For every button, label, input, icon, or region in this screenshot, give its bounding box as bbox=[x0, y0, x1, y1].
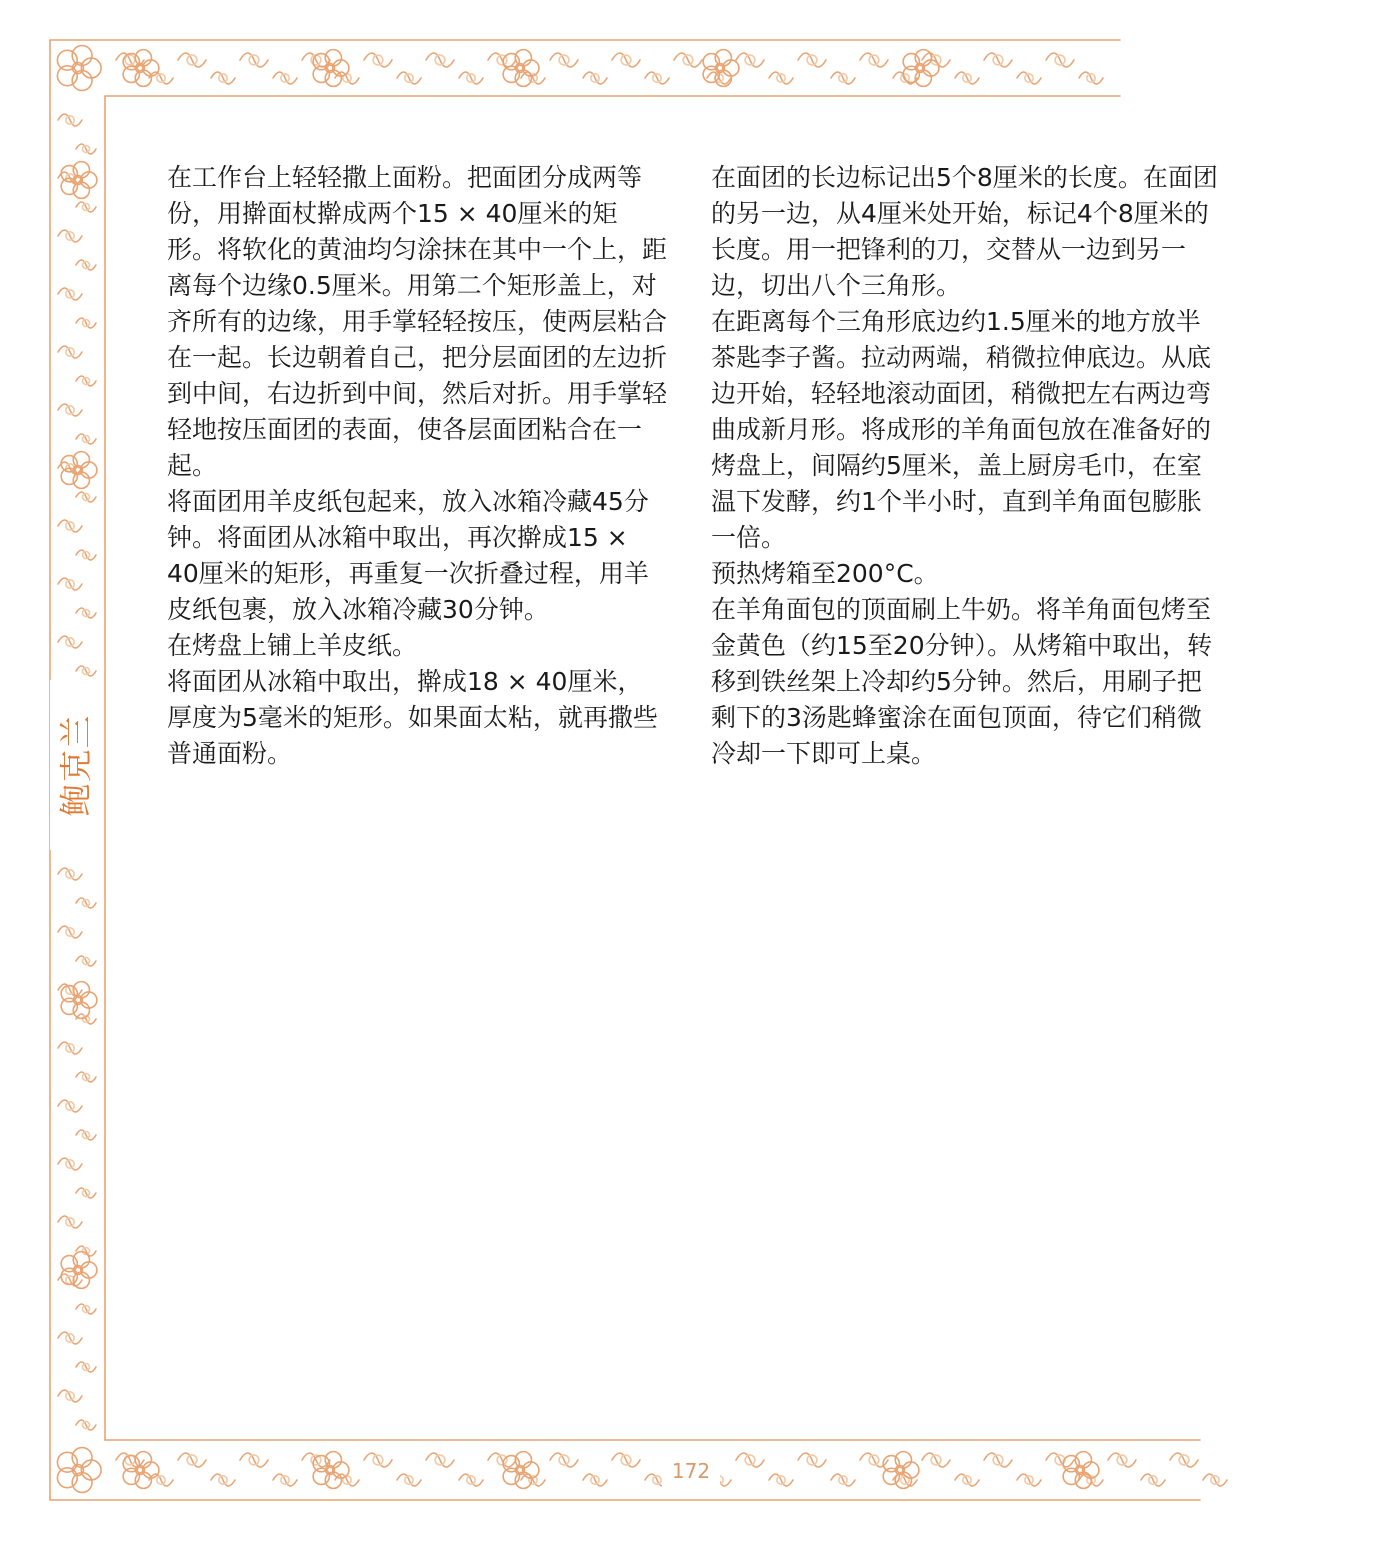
chapter-label: 鲍克兰 bbox=[56, 714, 96, 816]
paragraph: 在面团的长边标记出5个8厘米的长度。在面团的另一边，从4厘米处开始，标记4个8厘米的长度。用一把锋利的刀，交替从一边到另一边，切出八个三角形。 bbox=[711, 163, 1218, 300]
chapter-tab bbox=[50, 680, 98, 850]
text-column-right bbox=[711, 160, 1219, 772]
paragraph: 将面团从冰箱中取出，擀成18 × 40厘米，厚度为5毫米的矩形。如果面太粘，就再撒些普通面粉。 bbox=[167, 667, 658, 768]
paragraph: 在羊角面包的顶面刷上牛奶。将羊角面包烤至金黄色（约15至20分钟）。从烤箱中取出，转移到铁丝架上冷却约5分钟。然后，用刷子把剩下的3汤匙蜂蜜涂在面包顶面，待它们稍微冷却一下即可上桌。 bbox=[711, 595, 1213, 768]
page-number-badge bbox=[662, 1452, 720, 1490]
page-number: 172 bbox=[671, 1459, 711, 1483]
paragraph: 在工作台上轻轻撒上面粉。把面团分成两等份，用擀面杖擀成两个15 × 40厘米的矩形。将软化的黄油均匀涂抹在其中一个上，距离每个边缘0.5厘米。用第二个矩形盖上，对齐所有的边缘，用手掌轻轻按压，使两层粘合在一起。长边朝着自己，把分层面团的左边折到中间，右边折到中间，然后对折。用手掌轻轻地按压面团的表面，使各层面团粘合在一起。 bbox=[167, 163, 668, 480]
paragraph: 将面团用羊皮纸包起来，放入冰箱冷藏45分钟。将面团从冰箱中取出，再次擀成15 × 40厘米的矩形，再重复一次折叠过程，用羊皮纸包裹，放入冰箱冷藏30分钟。 bbox=[167, 487, 649, 624]
paragraph: 预热烤箱至200°C。 bbox=[711, 559, 939, 588]
text-column-left bbox=[167, 160, 667, 772]
paragraph: 在距离每个三角形底边约1.5厘米的地方放半茶匙李子酱。拉动两端，稍微拉伸底边。从底边开始，轻轻地滚动面团，稍微把左右两边弯曲成新月形。将成形的羊角面包放在准备好的烤盘上，间隔约5厘米，盖上厨房毛巾，在室温下发酵，约1个半小时，直到羊角面包膨胀一倍。 bbox=[711, 307, 1212, 552]
paragraph: 在烤盘上铺上羊皮纸。 bbox=[167, 631, 418, 660]
